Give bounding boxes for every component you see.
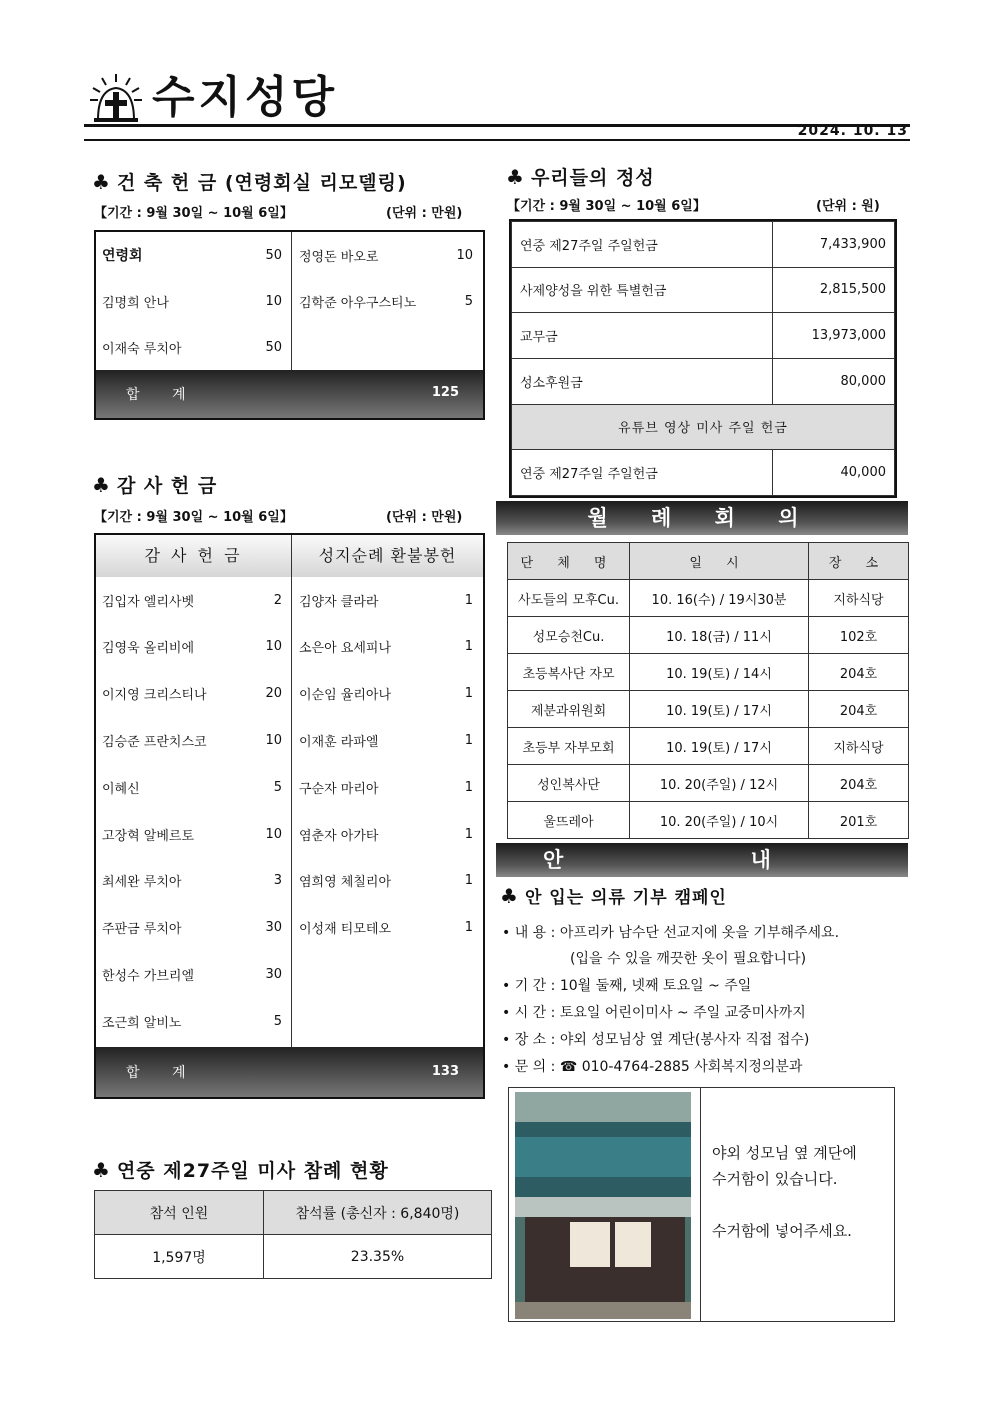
attendance-title: ♣ 연중 제27주일 미사 참례 현황 [92, 1158, 389, 1182]
table-cell: 성모승천Cu. [508, 617, 630, 654]
table-row: 연중 제27주일 주일헌금 7,433,900 [512, 222, 895, 268]
building-fund-unit: (단위 : 만원) [386, 206, 463, 221]
table-cell: 10. 19(토) / 14시 [630, 654, 809, 691]
table-row [508, 617, 909, 654]
list-item: 김승준 프란치스코 10 [102, 732, 282, 750]
table-cell: 초등부 자부모회 [508, 728, 630, 765]
list-item: 이성재 티모테오 1 [299, 920, 473, 938]
meetings-bar: 월 례 회 의 [496, 501, 908, 535]
table-header: 참석 인원 [95, 1191, 264, 1235]
list-item: 소은아 요세피나 1 [299, 639, 473, 657]
list-item: 이재숙 루치아 50 [102, 339, 282, 357]
table-cell: 10. 18(금) / 11시 [630, 617, 809, 654]
notice-line: • 기 간 : 10월 둘째, 넷째 토요일 ~ 주일 [502, 978, 752, 994]
table-cell: 사도들의 모후Cu. [508, 580, 630, 617]
list-item: 김영욱 올리비에 10 [102, 639, 282, 657]
photo-caption: 야외 성모님 옆 계단에 수거함이 있습니다. 수거함에 넣어주세요. [712, 1144, 857, 1240]
notice-title: ♣ 안 입는 의류 기부 캠페인 [500, 884, 727, 908]
table-cell: 지하식당 [809, 580, 909, 617]
table-cell: 201호 [809, 802, 909, 839]
list-item: 김명희 안나 10 [102, 293, 282, 311]
list-item: 고장혁 알베르토 10 [102, 826, 282, 844]
table-cell: 102호 [809, 617, 909, 654]
list-item: 한성수 가브리엘 30 [102, 966, 282, 984]
table-cell: 성인복사단 [508, 765, 630, 802]
table-cell: 초등복사단 자모 [508, 654, 630, 691]
table-row [508, 802, 909, 839]
list-item: 김양자 클라라 1 [299, 592, 473, 610]
list-item: 연령회 50 [102, 247, 282, 264]
table-cell: 23.35% [264, 1235, 492, 1279]
table-row [512, 404, 895, 450]
thanks-title: ♣ 감 사 헌 금 [92, 473, 218, 497]
thanks-col1-header: 감 사 헌 금 [144, 546, 243, 565]
table-cell: 제분과위원회 [508, 691, 630, 728]
meetings-table [507, 542, 909, 839]
offerings-title: ♣ 우리들의 정성 [506, 165, 655, 189]
table-row [508, 728, 909, 765]
offerings-table [509, 219, 897, 498]
table-row: 사제양성을 위한 특별헌금 2,815,500 [512, 267, 895, 313]
list-item: 이재훈 라파엘 1 [299, 732, 473, 750]
list-item: 이지영 크리스티나 20 [102, 686, 282, 704]
table-cell: 10. 19(토) / 17시 [630, 691, 809, 728]
notice-line: • 문 의 : ☎ 010-4764-2885 사회복지정의분과 [502, 1059, 803, 1075]
table-header: 장 소 [809, 543, 909, 580]
total-row: 합 계 125 [96, 370, 483, 418]
list-item: 주판금 루치아 30 [102, 920, 282, 938]
list-item: 이순임 율리아나 1 [299, 686, 473, 704]
building-fund-period: 【기간 : 9월 30일 ~ 10월 6일】 [94, 206, 293, 221]
table-cell: 1,597명 [95, 1235, 264, 1279]
notice-bar: 안 내 [496, 843, 908, 877]
thanks-unit: (단위 : 만원) [386, 510, 463, 525]
table-row [508, 765, 909, 802]
building-fund-title: ♣ 건 축 헌 금 (연령회실 리모델링) [92, 170, 407, 194]
offerings-period: 【기간 : 9월 30일 ~ 10월 6일】 [507, 199, 706, 214]
table-cell: 지하식당 [809, 728, 909, 765]
table-cell: 204호 [809, 691, 909, 728]
list-item: 김입자 엘리사벳 2 [102, 592, 282, 610]
list-item: 구순자 마리아 1 [299, 779, 473, 797]
offerings-unit: (단위 : 원) [816, 199, 880, 214]
notice-photo-box [508, 1087, 895, 1322]
table-row: 연중 제27주일 주일헌금 40,000 [512, 450, 895, 496]
table-cell: 울뜨레아 [508, 802, 630, 839]
table-row: 성소후원금 80,000 [512, 358, 895, 404]
table-header: 일 시 [630, 543, 809, 580]
notice-line: • 시 간 : 토요일 어린이미사 ~ 주일 교중미사까지 [502, 1005, 806, 1021]
parish-logo-icon [88, 70, 144, 126]
club-icon: ♣ [92, 170, 111, 194]
table-cell: 10. 16(수) / 19시30분 [630, 580, 809, 617]
youtube-header: 유튜브 영상 미사 주일 헌금 [512, 404, 895, 450]
table-header: 참석률 (총신자 : 6,840명) [264, 1191, 492, 1235]
thanks-col2-header: 성지순례 환불봉헌 [318, 546, 457, 565]
collection-box-photo [515, 1092, 691, 1319]
table-cell: 10. 20(주일) / 12시 [630, 765, 809, 802]
thanks-period: 【기간 : 9월 30일 ~ 10월 6일】 [94, 510, 293, 525]
club-icon: ♣ [500, 884, 519, 908]
club-icon: ♣ [506, 165, 525, 189]
masthead [88, 68, 388, 128]
club-icon: ♣ [92, 1158, 111, 1182]
notice-line: • 장 소 : 야외 성모님상 옆 계단(봉사자 직접 접수) [502, 1032, 810, 1048]
table-cell: 204호 [809, 654, 909, 691]
list-item: 염춘자 아가타 1 [299, 826, 473, 844]
table-cell: 10. 20(주일) / 10시 [630, 802, 809, 839]
issue-date: 2024. 10. 13 [797, 123, 908, 139]
table-cell: 204호 [809, 765, 909, 802]
list-item: 염희영 체칠리아 1 [299, 873, 473, 891]
table-header: 단 체 명 [508, 543, 630, 580]
table-row [508, 580, 909, 617]
list-item: 이혜신 5 [102, 779, 282, 797]
notice-line: • 내 용 : 아프리카 남수단 선교지에 옷을 기부해주세요. [502, 925, 840, 941]
header-rule-bottom [84, 139, 910, 141]
table-row [508, 691, 909, 728]
list-item: 조근희 알비노 5 [102, 1013, 282, 1031]
table-row: 교무금 13,973,000 [512, 313, 895, 359]
list-item: 김학준 아우구스티노 5 [299, 293, 473, 311]
table-row [508, 654, 909, 691]
notice-line: (입을 수 있을 깨끗한 옷이 필요합니다) [570, 951, 807, 967]
thanks-table [94, 533, 485, 1099]
list-item: 정영돈 바오로 10 [299, 247, 473, 265]
list-item: 최세완 루치아 3 [102, 873, 282, 891]
club-icon: ♣ [92, 473, 111, 497]
attendance-table [94, 1190, 492, 1279]
total-row: 합 계 133 [96, 1047, 483, 1097]
building-fund-table [94, 230, 485, 420]
parish-name: 수지성당 [152, 72, 339, 123]
table-cell: 10. 19(토) / 17시 [630, 728, 809, 765]
